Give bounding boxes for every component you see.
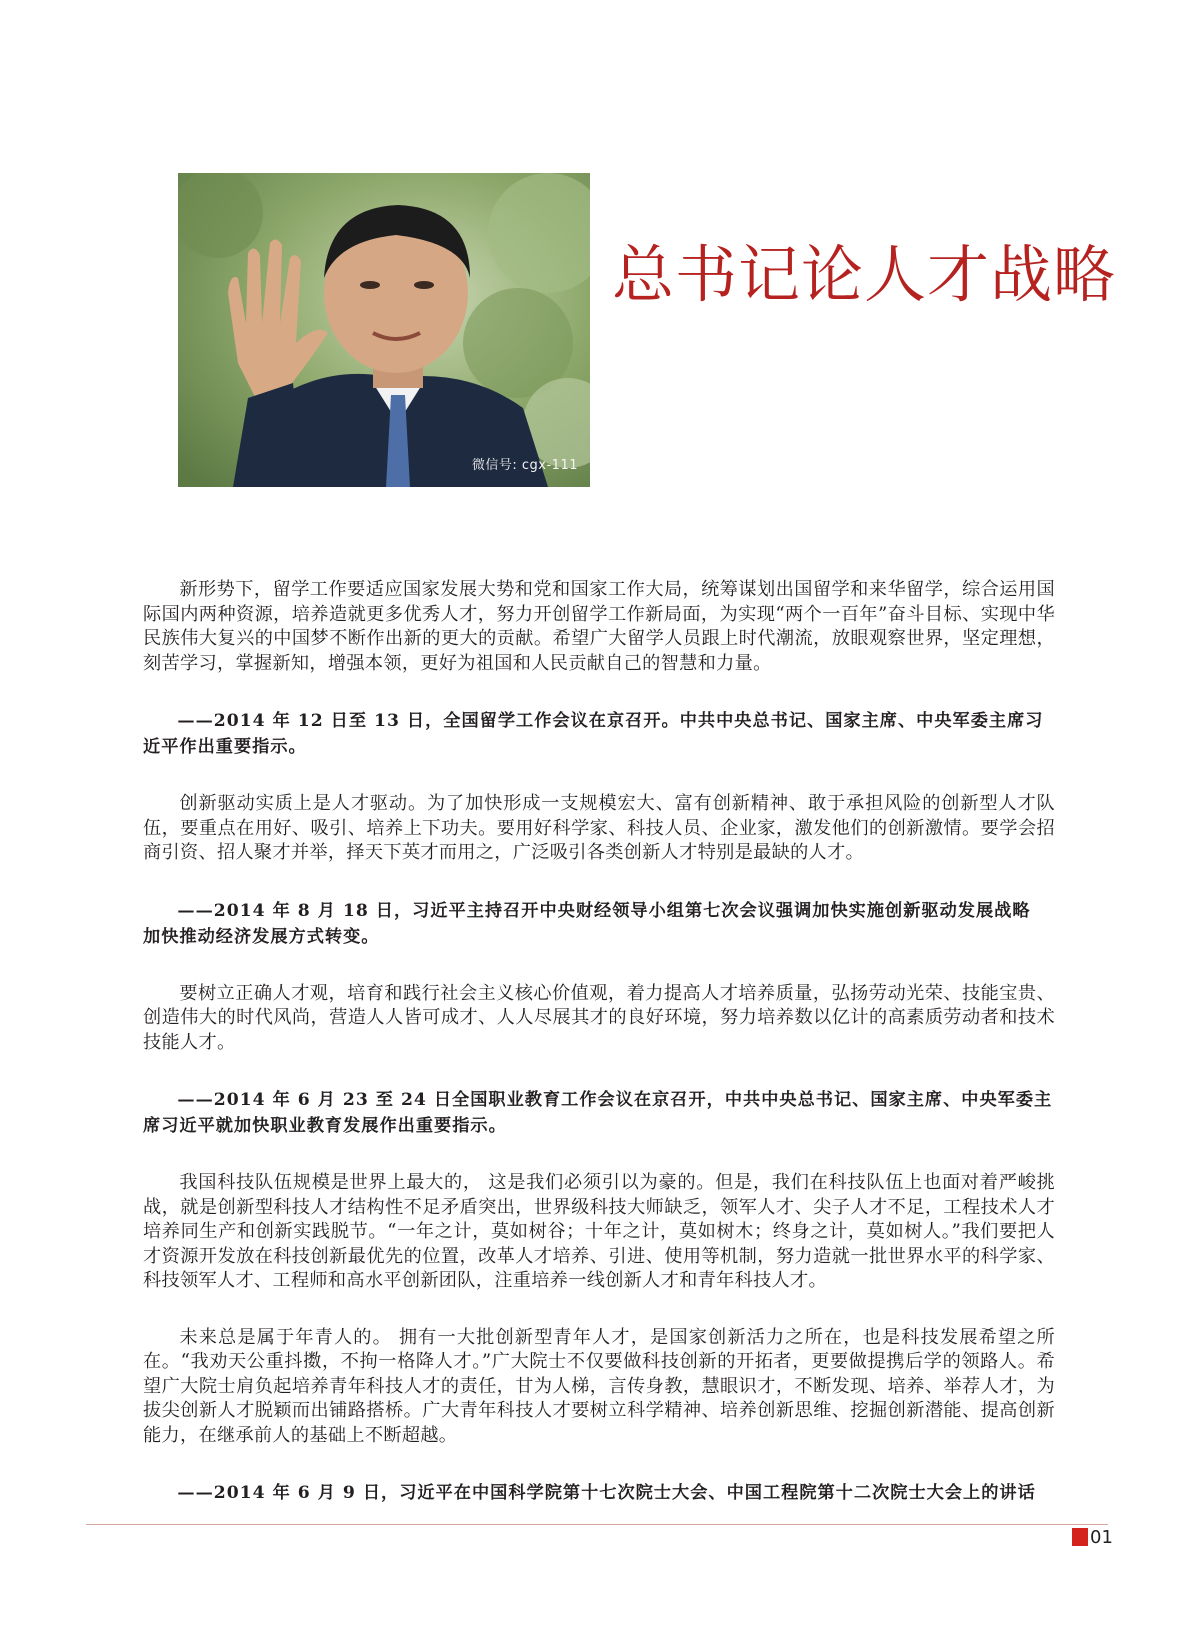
quote-paragraph: 要树立正确人才观，培育和践行社会主义核心价值观，着力提高人才培养质量，弘扬劳动光荣、技能宝贵、创造伟大的时代风尚，营造人人皆可成才、人人尽展其才的良好环境，努力培养数以亿计的高素质劳动者和技术技能人才。: [143, 982, 1055, 1053]
page-title: 总书记论人才战略: [612, 238, 1117, 311]
portrait-photo: [178, 173, 590, 487]
quote-source: ——2014 年 6 月 23 至 24 日全国职业教育工作会议在京召开，中共中央总书记、国家主席、中央军委主席习近平就加快职业教育发展作出重要指示。: [143, 1090, 1053, 1136]
quote-source: ——2014 年 8 月 18 日，习近平主持召开中央财经领导小组第七次会议强调加快实施创新驱动发展战略 加快推动经济发展方式转变。: [143, 900, 1031, 947]
footer-divider: [86, 1524, 1108, 1525]
article-body: [143, 578, 1055, 1506]
quote-paragraph: 我国科技队伍规模是世界上最大的， 这是我们必须引以为豪的。但是，我们在科技队伍上也面对着严峻挑战，就是创新型科技人才结构性不足矛盾突出，世界级科技大师缺乏，领军人才、尖子人才不足，工程技术人才培养同生产和创新实践脱节。“一年之计，莫如树谷；十年之计，莫如树木；终身之计，莫如树人。”我们要把人才资源开发放在科技创新最优先的位置，改革人才培养、引进、使用等机制，努力造就一批世界水平的科学家、科技领军人才、工程师和高水平创新团队，注重培养一线创新人才和青年科技人才。: [143, 1172, 1055, 1291]
photo-watermark: 微信号: cgx-111: [471, 458, 578, 473]
portrait-illustration: [178, 173, 590, 487]
quote-paragraph: 新形势下，留学工作要适应国家发展大势和党和国家工作大局，统筹谋划出国留学和来华留学，综合运用国际国内两种资源，培养造就更多优秀人才，努力开创留学工作新局面，为实现“两个一百年”奋斗目标、实现中华民族伟大复兴的中国梦不断作出新的更大的贡献。希望广大留学人员跟上时代潮流，放眼观察世界，坚定理想，刻苦学习，掌握新知，增强本领，更好为祖国和人民贡献自己的智慧和力量。: [143, 579, 1055, 674]
page-marker-square: [1072, 1528, 1088, 1546]
quote-paragraph: 创新驱动实质上是人才驱动。为了加快形成一支规模宏大、富有创新精神、敢于承担风险的创新型人才队伍，要重点在用好、吸引、培养上下功夫。要用好科学家、科技人员、企业家，激发他们的创新激情。要学会招商引资、招人聚才并举，择天下英才而用之，广泛吸引各类创新人才特别是最缺的人才。: [143, 793, 1055, 863]
page-number: [1072, 1524, 1113, 1550]
quote-paragraph: 未来总是属于年青人的。 拥有一大批创新型青年人才，是国家创新活力之所在，也是科技发展希望之所在。“我劝天公重抖擞，不拘一格降人才。”广大院士不仅要做科技创新的开拓者，更要做提携后学的领路人。希望广大院士肩负起培养青年科技人才的责任，甘为人梯，言传身教，慧眼识才，不断发现、培养、举荐人才，为拔尖创新人才脱颖而出铺路搭桥。广大青年科技人才要树立科学精神、培养创新思维、挖掘创新潜能、提高创新能力，在继承前人的基础上不断超越。: [143, 1326, 1055, 1446]
quote-source: ——2014 年 12 日至 13 日，全国留学工作会议在京召开。中共中央总书记、国家主席、中央军委主席习近平作出重要指示。: [143, 711, 1044, 757]
page-number-text: 01: [1090, 1526, 1113, 1548]
quote-source: ——2014 年 6 月 9 日，习近平在中国科学院第十七次院士大会、中国工程院第十二次院士大会上的讲话: [177, 1483, 1036, 1503]
